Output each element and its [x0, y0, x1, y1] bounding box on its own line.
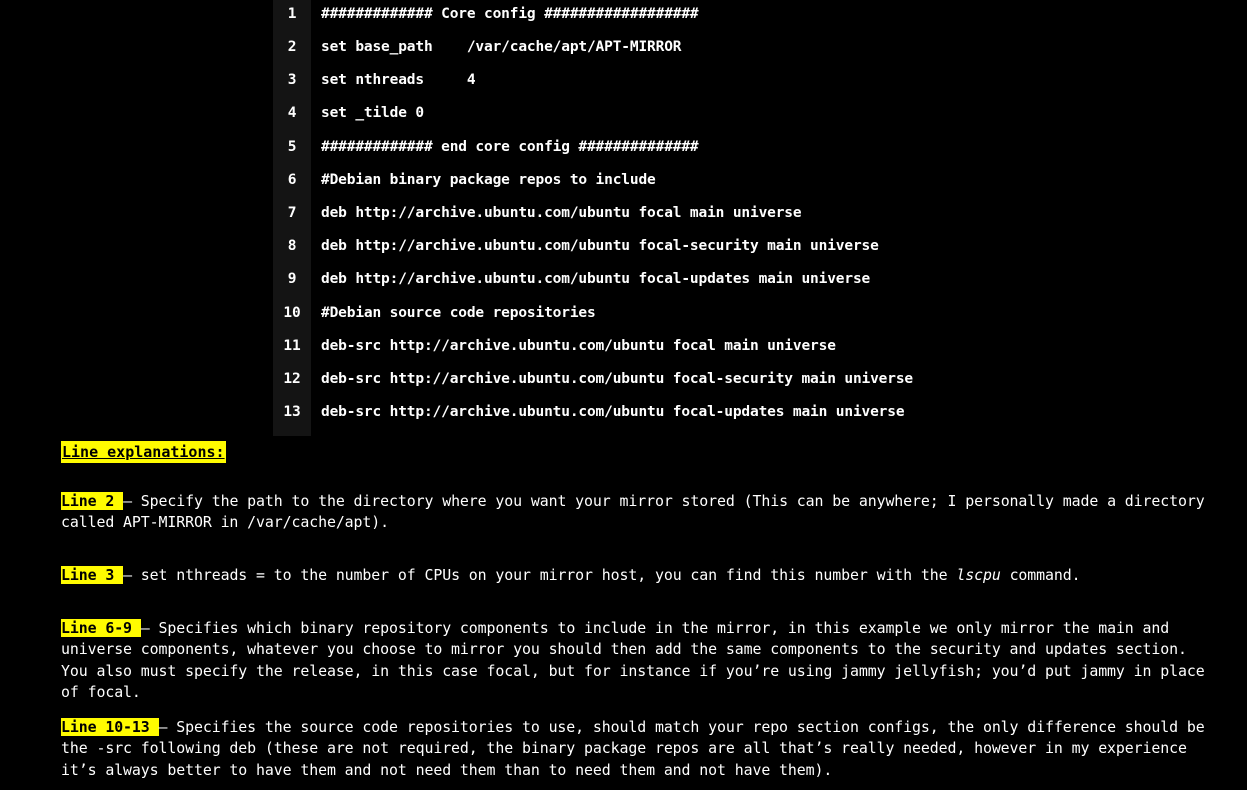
explanation-text: – set nthreads = to the number of CPUs on your mirror host, you can find this number with the: [123, 566, 957, 584]
explanation-text-end: command.: [1000, 566, 1081, 584]
code-line: [273, 96, 424, 129]
line-number: 8: [287, 237, 297, 254]
line-number: 10: [283, 304, 301, 321]
line-number: 11: [283, 337, 301, 354]
explanation-text: – Specify the path to the directory where you want your mirror stored (This can be anywhere; I personally made a directory called APT-MIRROR in /var/cache/apt).: [61, 492, 1205, 532]
code-line: [273, 362, 913, 395]
line-label: Line 3: [61, 566, 124, 584]
line-number: 3: [287, 71, 297, 88]
code-text: deb-src http://archive.ubuntu.com/ubuntu focal-updates main universe: [321, 403, 905, 420]
explanation-text: – Specifies the source code repositories to use, should match your repo section configs, the only difference should be the -src following deb (these are not required, the binary package repos are all that’s really needed, however in my experience it’s always better to have them and not need them than to need them and not have them).: [61, 718, 1205, 779]
code-block: [273, 0, 953, 436]
code-text: set _tilde 0: [321, 104, 424, 121]
lscpu-command: lscpu: [956, 566, 1001, 584]
code-line: [273, 296, 596, 329]
code-line: [273, 395, 904, 428]
code-line: [273, 163, 656, 196]
code-text: ############# end core config ##############: [321, 138, 699, 155]
line-number: 4: [287, 104, 297, 121]
line-label: Line 2: [61, 492, 124, 510]
line-number: 1: [287, 5, 297, 22]
code-text: deb http://archive.ubuntu.com/ubuntu focal-updates main universe: [321, 270, 871, 287]
code-text: #Debian source code repositories: [321, 304, 596, 321]
explanation-line-2: [61, 491, 1221, 534]
explanation-line-10-13: [61, 717, 1221, 781]
code-text: set base_path /var/cache/apt/APT-MIRROR: [321, 38, 682, 55]
explanation-line-3: [61, 565, 1221, 586]
code-line: [273, 0, 699, 30]
line-number: 13: [283, 403, 301, 420]
line-number: 12: [283, 370, 301, 387]
code-line: [273, 130, 699, 163]
code-text: deb-src http://archive.ubuntu.com/ubuntu focal main universe: [321, 337, 836, 354]
line-label: Line 10-13: [61, 718, 159, 736]
line-number: 7: [287, 204, 297, 221]
code-text: #Debian binary package repos to include: [321, 171, 656, 188]
code-text: deb http://archive.ubuntu.com/ubuntu focal main universe: [321, 204, 802, 221]
line-label: Line 6-9: [61, 619, 141, 637]
code-text: deb-src http://archive.ubuntu.com/ubuntu focal-security main universe: [321, 370, 914, 387]
code-line: [273, 329, 836, 362]
explanation-line-6-9: [61, 618, 1221, 703]
code-line: [273, 262, 870, 295]
line-number: 9: [287, 270, 297, 287]
line-number: 6: [287, 171, 297, 188]
code-line: [273, 196, 801, 229]
line-number: 2: [287, 38, 297, 55]
code-text: ############# Core config ##################: [321, 5, 699, 22]
code-line: [273, 30, 681, 63]
code-text: set nthreads 4: [321, 71, 476, 88]
code-line: [273, 63, 475, 96]
code-line: [273, 229, 879, 262]
code-text: deb http://archive.ubuntu.com/ubuntu focal-security main universe: [321, 237, 879, 254]
explanations-heading: Line explanations:: [62, 443, 225, 461]
line-number: 5: [287, 138, 297, 155]
explanation-text: – Specifies which binary repository components to include in the mirror, in this example we only mirror the main and universe components, whatever you choose to mirror you should then add the same components to the security and updates section. You also must specify the release, in this case focal, but for instance if you’re using jammy jellyfish; you’d put jammy in place of focal.: [61, 619, 1205, 701]
